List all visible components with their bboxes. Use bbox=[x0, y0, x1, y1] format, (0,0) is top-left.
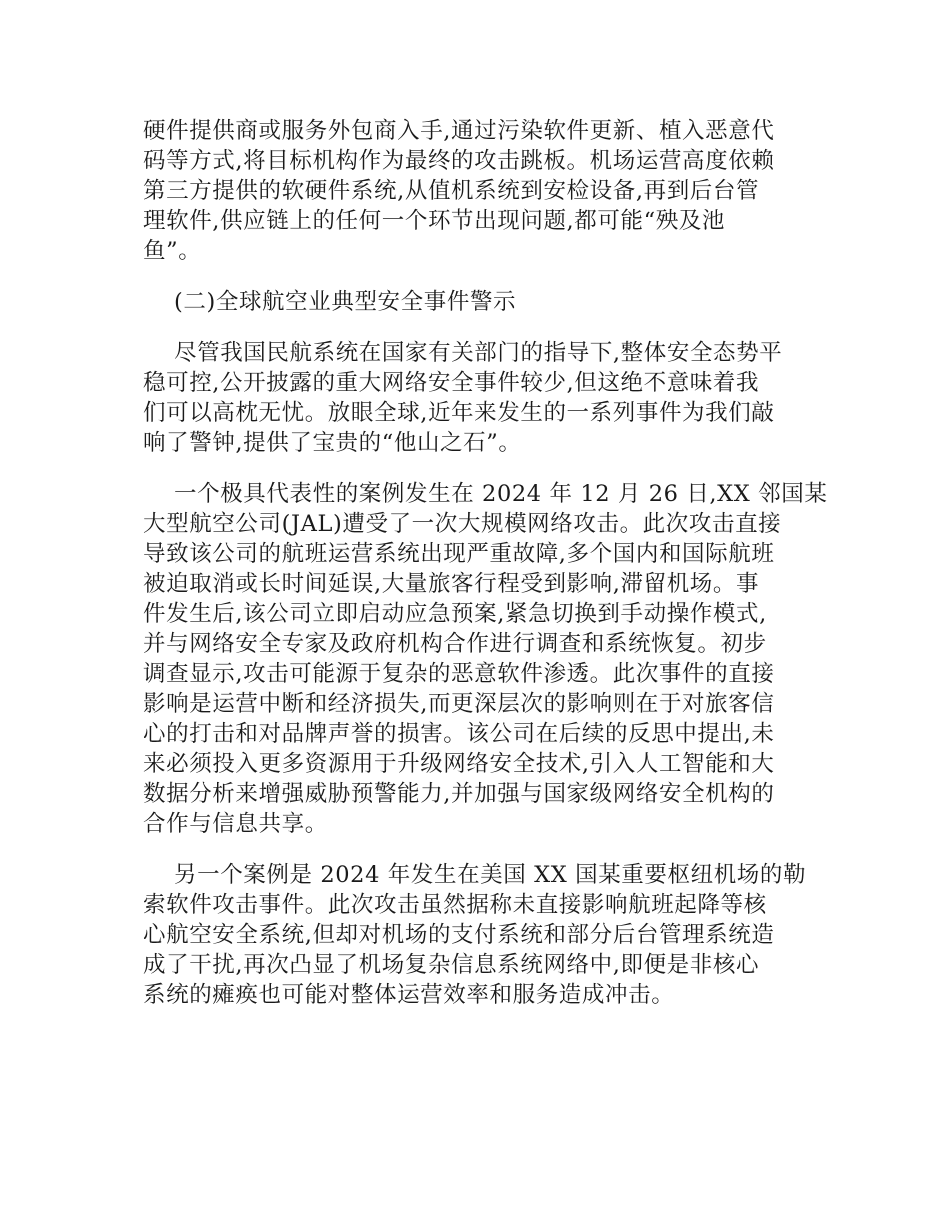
paragraph-line: 一个极具代表性的案例发生在 2024 年 12 月 26 日,XX 邻国某 bbox=[174, 481, 828, 507]
paragraph-line: 鱼”。 bbox=[143, 238, 202, 264]
paragraph-line: 码等方式,将目标机构作为最终的攻击跳板。机场运营高度依赖 bbox=[143, 148, 775, 174]
paragraph-line: 心的打击和对品牌声誉的损害。该公司在后续的反思中提出,未 bbox=[143, 721, 775, 747]
paragraph-line: 理软件,供应链上的任何一个环节出现问题,都可能“殃及池 bbox=[143, 208, 726, 234]
paragraph-line: 成了干扰,再次凸显了机场复杂信息系统网络中,即便是非核心 bbox=[143, 952, 760, 978]
paragraph-line: 并与网络安全专家及政府机构合作进行调查和系统恢复。初步 bbox=[143, 631, 767, 657]
paragraph-line: 稳可控,公开披露的重大网络安全事件较少,但这绝不意味着我 bbox=[143, 370, 760, 396]
paragraph-line: 们可以高枕无忧。放眼全球,近年来发生的一系列事件为我们敲 bbox=[143, 400, 775, 426]
paragraph-line: 数据分析来增强威胁预警能力,并加强与国家级网络安全机构的 bbox=[143, 781, 775, 807]
section-heading: (二)全球航空业典型安全事件警示 bbox=[174, 289, 517, 315]
paragraph-line: 响了警钟,提供了宝贵的“他山之石”。 bbox=[143, 430, 522, 456]
paragraph-line: 心航空安全系统,但却对机场的支付系统和部分后台管理系统造 bbox=[143, 922, 775, 948]
paragraph-line: 影响是运营中断和经济损失,而更深层次的影响则在于对旅客信 bbox=[143, 691, 775, 717]
paragraph-line: 硬件提供商或服务外包商入手,通过污染软件更新、植入恶意代 bbox=[143, 118, 775, 144]
paragraph-line: 第三方提供的软硬件系统,从值机系统到安检设备,再到后台管 bbox=[143, 178, 760, 204]
paragraph-line: 来必须投入更多资源用于升级网络安全技术,引入人工智能和大 bbox=[143, 751, 775, 777]
paragraph-line: 另一个案例是 2024 年发生在美国 XX 国某重要枢纽机场的勒 bbox=[174, 862, 807, 888]
paragraph-line: 导致该公司的航班运营系统出现严重故障,多个国内和国际航班 bbox=[143, 541, 775, 567]
paragraph-line: 索软件攻击事件。此次攻击虽然据称未直接影响航班起降等核 bbox=[143, 892, 767, 918]
paragraph-line: 大型航空公司(JAL)遭受了一次大规模网络攻击。此次攻击直接 bbox=[143, 511, 782, 537]
paragraph-line: 合作与信息共享。 bbox=[143, 811, 328, 837]
paragraph-line: 调查显示,攻击可能源于复杂的恶意软件渗透。此次事件的直接 bbox=[143, 661, 775, 687]
paragraph-line: 尽管我国民航系统在国家有关部门的指导下,整体安全态势平 bbox=[174, 340, 783, 366]
paragraph-line: 被迫取消或长时间延误,大量旅客行程受到影响,滞留机场。事 bbox=[143, 571, 760, 597]
paragraph-line: 件发生后,该公司立即启动应急预案,紧急切换到手动操作模式, bbox=[143, 601, 767, 627]
paragraph-line: 系统的瘫痪也可能对整体运营效率和服务造成冲击。 bbox=[143, 982, 675, 1008]
